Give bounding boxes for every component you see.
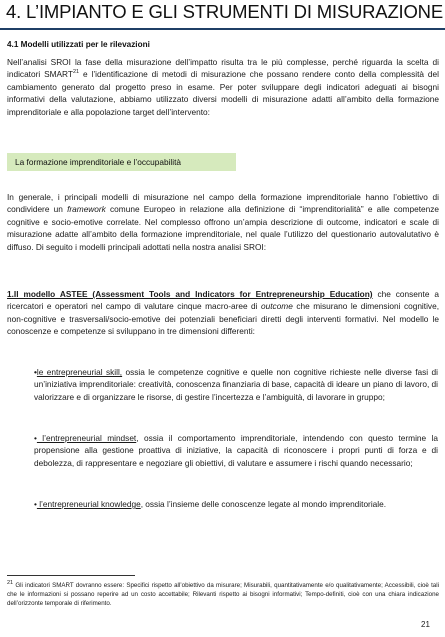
bullet-term: l’entrepreneurial knowledge — [36, 499, 141, 509]
footnote-number: 21 — [7, 579, 14, 586]
models-text-b: comune Europeo in relazione alla definizione di “imprenditorialità” e alle competenze cognitive e socio-emotive correlate. Nel complesso offrono un’ampia descrizione di outcome, indicatori e scale di misurazione adatte all’ambito della formazione imprenditoriale, nel quale l’utilizzo del questionario autovalutativo è diffuso. Di seguito i modelli principali adottati nella nostra analisi SROI: — [7, 204, 440, 252]
bullet-item-mindset — [34, 432, 438, 469]
bullet-mark: • — [34, 433, 37, 443]
bullet-text: ossia le competenze cognitive e quelle non cognitive richieste nelle diverse fasi di un’iniziativa imprenditoriale: creatività, conoscenza finanziaria di base, capacità di ideare un piano di lavoro, di valorizzare e di organizzare le risorse, di gestire l’incertezza e l’ambiguità, di lavorare in gruppo; — [34, 367, 439, 402]
bullet-mark: • — [34, 367, 37, 377]
bullet-item-knowledge — [34, 498, 438, 510]
footnote-divider — [7, 575, 135, 576]
section-heading: 4.1 Modelli utilizzati per le rilevazioni — [7, 40, 150, 49]
bullet-term: le entrepreneurial skill, — [36, 367, 123, 377]
bullet-mark: • — [34, 499, 37, 509]
bullet-item-skill — [34, 366, 438, 403]
astee-outcome-term: outcome — [261, 301, 293, 312]
models-paragraph — [7, 191, 439, 253]
footnote-ref[interactable]: 21 — [72, 69, 80, 76]
footnote — [7, 581, 439, 608]
astee-link[interactable]: 1.Il modello ASTEE (Assessment Tools and Indicators for Entrepreneurship Education) — [7, 289, 373, 299]
footnote-text: Gli indicatori SMART dovranno essere: Specifici rispetto all’obiettivo da misurare; Misurabili, quantitativamente e/o qualitativamente; Accessibili, cioè tali che le informazioni si possano reperire ad un costo accettabile; Rilevanti rispetto ai bisogni informativi; Tempo-definiti, cioè con una chiara indicazione dell’orizzonte temporale di riferimento. — [7, 582, 439, 607]
bullet-term: l’entrepreneurial mindset — [36, 433, 137, 443]
page-number: 21 — [421, 620, 430, 629]
intro-paragraph — [7, 56, 439, 118]
intro-text-a: Nell’analisi SROI la fase della misurazione dell’impatto risulta tra le più complesse, perché riguarda la scelta di indicatori SMART — [7, 57, 439, 80]
astee-paragraph — [7, 288, 439, 338]
astee-text-a: che consente a ricercatori e operatori nel campo di valutare cinque macro-aree di — [7, 289, 439, 312]
highlight-label: La formazione imprenditoriale e l’occupabilità — [15, 157, 182, 167]
astee-text-b: che misurano le dimensioni cognitive, non-cognitive e trasversali/socio-emotive dei potenziali beneficiari diretti degli interventi formativi. Nel modello le conoscenze e competenze si sviluppano in tre dimensioni differenti: — [7, 301, 439, 337]
title-underline — [0, 28, 445, 30]
models-text-a: In generale, i principali modelli di misurazione nel campo della formazione imprenditoriale hanno l’obiettivo di condividere un — [7, 192, 439, 215]
chapter-title: 4. L’IMPIANTO E GLI STRUMENTI DI MISURAZIONE — [6, 1, 443, 22]
bullet-text: , ossia l’insieme delle conoscenze legate al mondo imprenditoriale. — [140, 499, 387, 509]
highlight-box — [7, 153, 236, 171]
bullet-text: , ossia il comportamento imprenditoriale, intendendo con questo termine la propensione alla gestione proattiva di iniziative, la capacità di riconoscere i propri punti di forza e di debolezza, di rappresentare e negoziare gli obiettivi, di valutare e assumere i rischi quando necessario; — [34, 433, 438, 468]
intro-text-b: e l’identificazione di metodi di misurazione che possano rendere conto della complessità del cambiamento generato dal progetto preso in esame. Per poter sviluppare degli indicatori adeguati ai bisogni informativi della valutazione, abbiamo utilizzato diversi modelli di misurazione adatti all’ambito della formazione imprenditoriale e alla popolazione target dell’intervento: — [7, 69, 439, 117]
models-framework-term: framework — [67, 204, 106, 215]
